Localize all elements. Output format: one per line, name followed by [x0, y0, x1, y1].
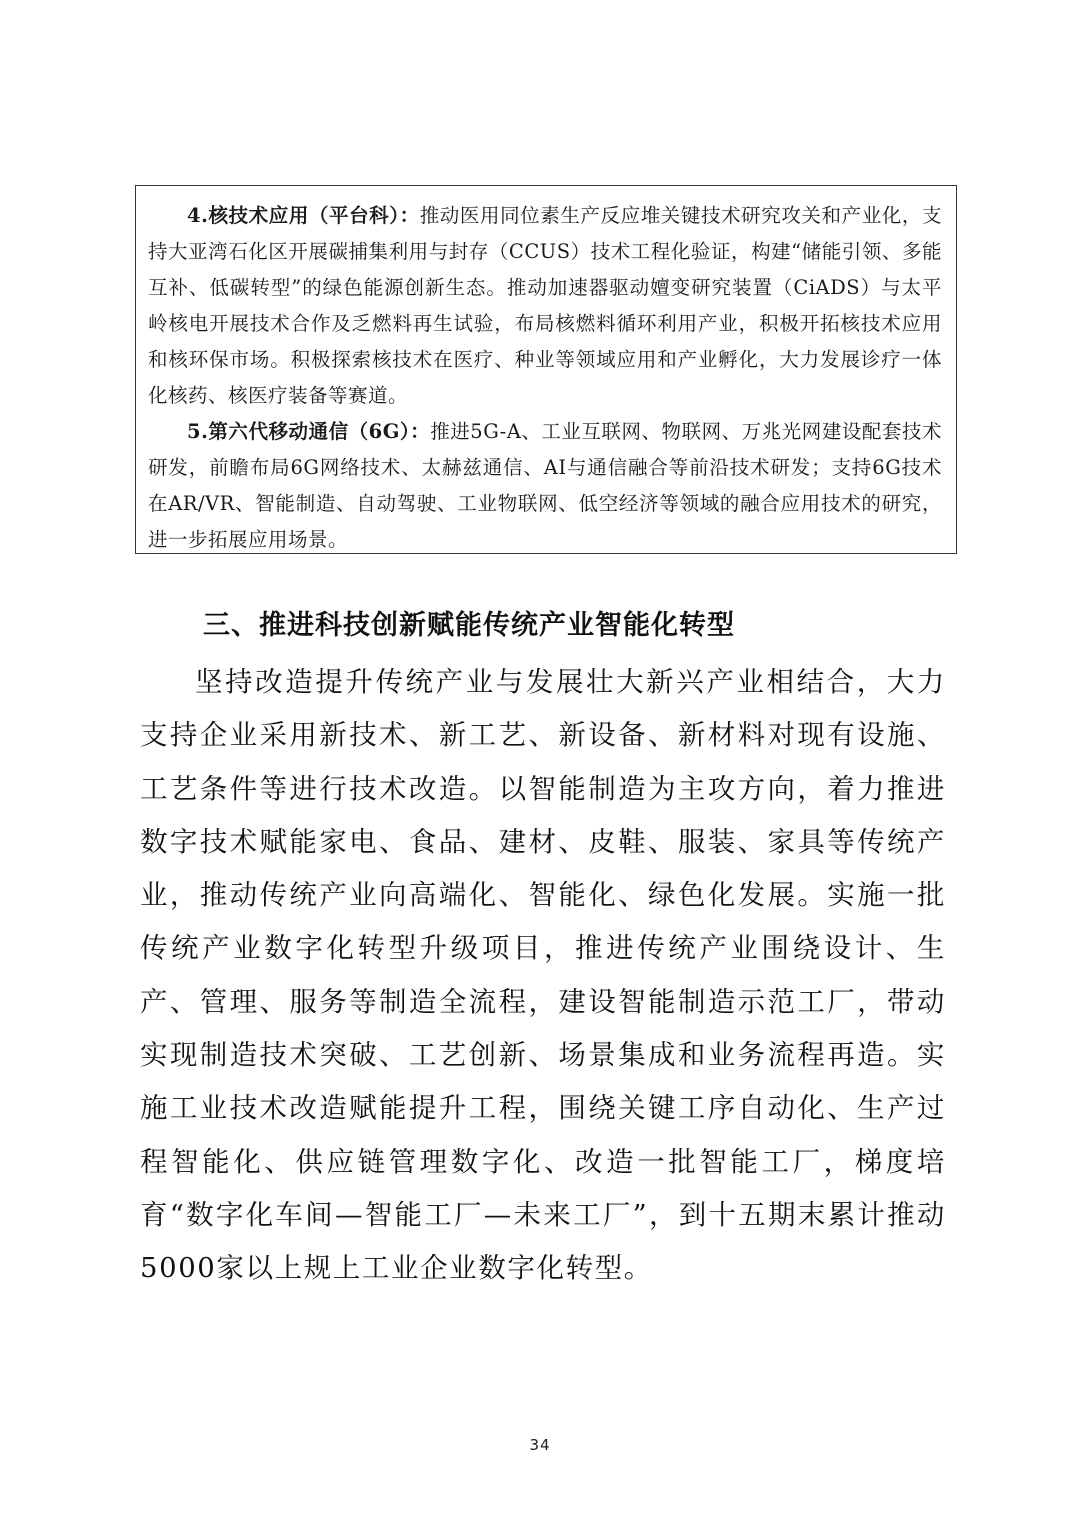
section-body-paragraph: 坚持改造提升传统产业与发展壮大新兴产业相结合，大力支持企业采用新技术、新工艺、新设备、新材料对现有设施、工艺条件等进行技术改造。以智能制造为主攻方向，着力推进数字技术赋能家电、食品、建材、皮鞋、服装、家具等传统产业，推动传统产业向高端化、智能化、绿色化发展。实施一批传统产业数字化转型升级项目，推进传统产业围绕设计、生产、管理、服务等制造全流程，建设智能制造示范工厂，带动实现制造技术突破、工艺创新、场景集成和业务流程再造。实施工业技术改造赋能提升工程，围绕关键工序自动化、生产过程智能化、供应链管理数字化、改造一批智能工厂，梯度培育“数字化车间—智能工厂—未来工厂”，到十五期末累计推动5000家以上规上工业企业数字化转型。 — [140, 666, 946, 1285]
highlight-box — [135, 185, 957, 554]
box-item-6g — [148, 414, 942, 558]
box-item-nuclear — [148, 198, 942, 414]
box-item-lead: 5.第六代移动通信（6G）： — [187, 420, 431, 443]
page-number: 34 — [529, 1436, 551, 1454]
box-item-text: 推动医用同位素生产反应堆关键技术研究攻关和产业化，支持大亚湾石化区开展碳捕集利用与封存（CCUS）技术工程化验证，构建“储能引领、多能互补、低碳转型”的绿色能源创新生态。推动加速器驱动嬗变研究装置（CiADS）与太平岭核电开展技术合作及乏燃料再生试验，布局核燃料循环利用产业，积极开拓核技术应用和核环保市场。积极探索核技术在医疗、种业等领域应用和产业孵化，大力发展诊疗一体化核药、核医疗装备等赛道。 — [148, 204, 942, 407]
box-item-lead: 4.核技术应用（平台科）： — [187, 204, 420, 227]
box-item-text: 推进5G-A、工业互联网、物联网、万兆光网建设配套技术研发，前瞻布局6G网络技术、太赫兹通信、AI与通信融合等前沿技术研发；支持6G技术在AR/VR、智能制造、自动驾驶、工业物联网、低空经济等领域的融合应用技术的研究，进一步拓展应用场景。 — [148, 420, 942, 551]
section-heading: 三、推进科技创新赋能传统产业智能化转型 — [203, 610, 735, 641]
